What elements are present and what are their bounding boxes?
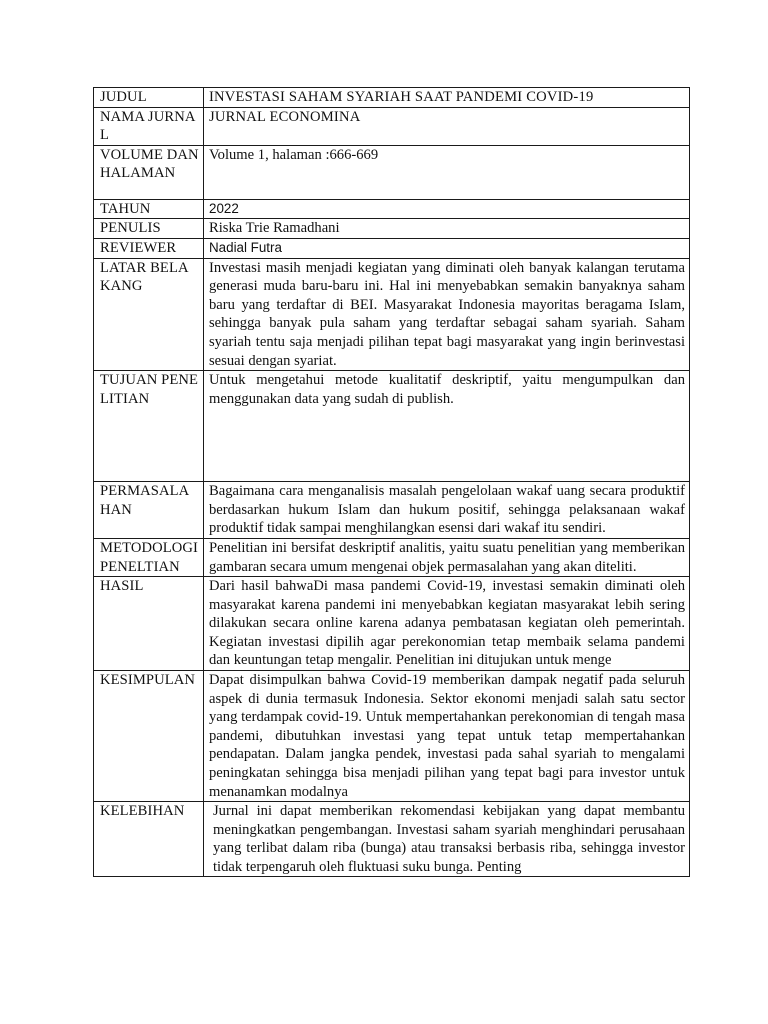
row-permasalahan: [94, 482, 690, 539]
label-nama-jurnal: NAMA JURNAL: [94, 107, 204, 145]
row-nama-jurnal: [94, 107, 690, 145]
row-reviewer: [94, 238, 690, 258]
value-volume: Volume 1, halaman :666-669: [204, 145, 690, 199]
label-judul: JUDUL: [94, 88, 204, 108]
value-latar-belakang: Investasi masih menjadi kegiatan yang diminati oleh banyak kalangan terutama generasi muda baru-baru ini. Hal ini menyebabkan semakin banyaknya saham baru yang terdaftar di BEI. Masyarakat Indonesia mayoritas beragama Islam, sehingga banyak pula saham yang terdaftar sebagai saham syariah. Saham syariah tentu saja menjadi pilihan tepat bagi masyarakat yang ingin berinvestasi sesuai dengan syariat.: [204, 258, 690, 371]
value-hasil: Dari hasil bahwaDi masa pandemi Covid-19, investasi semakin diminati oleh masyarakat karena pandemi ini menyebabkan kegiatan masyarakat lebih sering dilakukan secara online karena adanya pembatasan kegiatan oleh pemerintah. Kegiatan investasi dipilih agar perekonomian tetap membaik selama pandemi dan keuntungan tetap mengalir. Penelitian ini ditujukan untuk menge: [204, 577, 690, 671]
row-penulis: [94, 219, 690, 239]
value-tujuan: Untuk mengetahui metode kualitatif deskriptif, yaitu mengumpulkan dan menggunakan data yang sudah di publish.: [204, 371, 690, 482]
label-kelebihan: KELEBIHAN: [94, 802, 204, 877]
label-tujuan: TUJUAN PENELITIAN: [94, 371, 204, 482]
label-penulis: PENULIS: [94, 219, 204, 239]
value-reviewer: Nadial Futra: [204, 238, 690, 258]
row-tahun: [94, 199, 690, 219]
value-kelebihan-cell: [204, 802, 690, 877]
row-kelebihan: [94, 802, 690, 877]
journal-review-table: [93, 87, 690, 877]
row-judul: [94, 88, 690, 108]
row-hasil: [94, 577, 690, 671]
value-judul: INVESTASI SAHAM SYARIAH SAAT PANDEMI COVID-19: [204, 88, 690, 108]
value-metodologi: Penelitian ini bersifat deskriptif analitis, yaitu suatu penelitian yang memberikan gambaran secara umum mengenai objek permasalahan yang akan diteliti.: [204, 538, 690, 576]
label-latar-belakang: LATAR BELAKANG: [94, 258, 204, 371]
label-metodologi: METODOLOGI PENELTIAN: [94, 538, 204, 576]
value-penulis: Riska Trie Ramadhani: [204, 219, 690, 239]
value-kesimpulan: Dapat disimpulkan bahwa Covid-19 memberikan dampak negatif pada seluruh aspek di dunia termasuk Indonesia. Sektor ekonomi menjadi salah satu sector yang terdampak covid-19. Untuk mempertahankan perekonomian di tengah masa pandemi, dibutuhkan investasi yang tepat untuk tetap mempertahankan pendapatan. Dalam jangka pendek, investasi pada sahal syariah to mengalami peningkatan sehingga bisa menjadi pilihan yang tepat bagi para investor untuk menanamkan modalnya: [204, 671, 690, 802]
label-hasil: HASIL: [94, 577, 204, 671]
value-nama-jurnal: JURNAL ECONOMINA: [204, 107, 690, 145]
row-metodologi: [94, 538, 690, 576]
label-volume: VOLUME DAN HALAMAN: [94, 145, 204, 199]
row-latar-belakang: [94, 258, 690, 371]
value-kelebihan: Jurnal ini dapat memberikan rekomendasi kebijakan yang dapat membantu meningkatkan pengembangan. Investasi saham syariah menghindari perusahaan yang terlibat dalam riba (bunga) atau transaksi berbasis riba, sehingga investor tidak terpengaruh oleh fluktuasi suku bunga. Penting: [213, 803, 685, 875]
value-tahun: 2022: [204, 199, 690, 219]
label-kesimpulan: KESIMPULAN: [94, 671, 204, 802]
label-permasalahan: PERMASALAHAN: [94, 482, 204, 539]
label-tahun: TAHUN: [94, 199, 204, 219]
label-reviewer: REVIEWER: [94, 238, 204, 258]
row-tujuan: [94, 371, 690, 482]
row-volume: [94, 145, 690, 199]
value-permasalahan: Bagaimana cara menganalisis masalah pengelolaan wakaf uang secara produktif berdasarkan hukum Islam dan hukum positif, sehingga pelaksanaan wakaf produktif tidak sampai menghilangkan esensi dari wakaf itu sendiri.: [204, 482, 690, 539]
row-kesimpulan: [94, 671, 690, 802]
